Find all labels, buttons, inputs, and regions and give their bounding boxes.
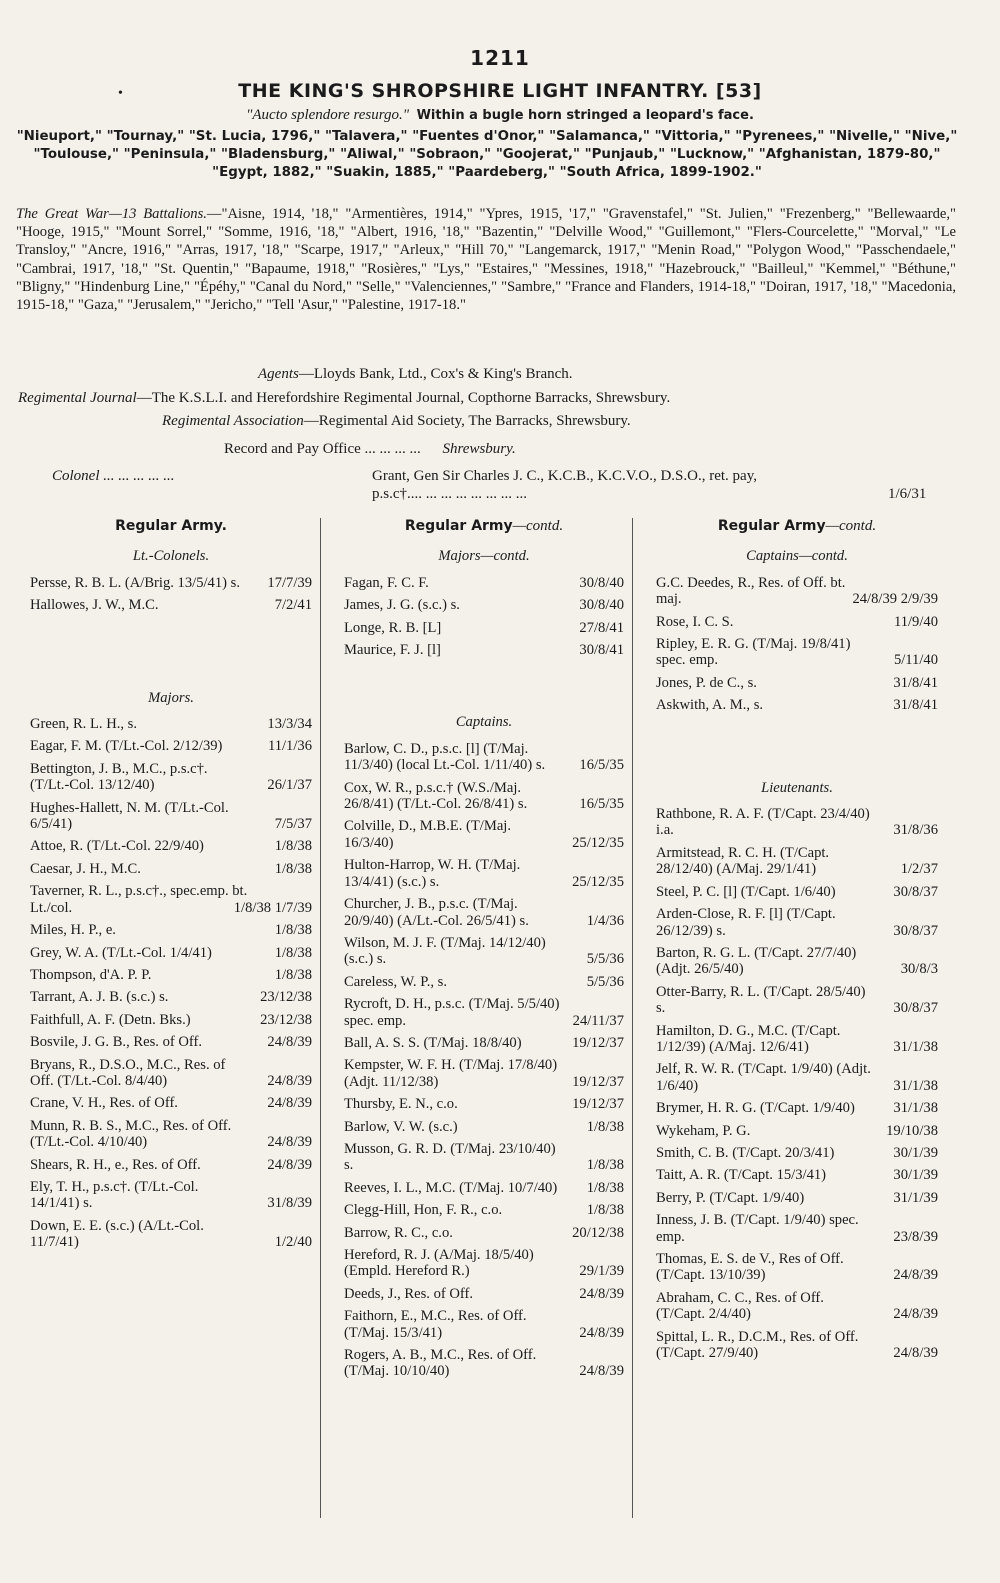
- column-heading: Regular Army—contd.: [404, 518, 564, 534]
- page-number: 1211: [470, 46, 530, 70]
- officer-text: Munn, R. B. S., M.C., Res. of Off. (T/Lt.-Col. 4/10/40): [30, 1117, 232, 1151]
- seniority-date: 1/8/38 1/7/39: [233, 899, 312, 916]
- officer-text: Otter-Barry, R. L. (T/Capt. 28/5/40) s.: [656, 983, 866, 1017]
- record-office-label: Record and Pay Office ... ... ... ...: [224, 441, 421, 457]
- officer-entry: [344, 818, 624, 851]
- officer-entry: [30, 1179, 312, 1212]
- officer-entry: [656, 1290, 938, 1323]
- officer-text: Inness, J. B. (T/Capt. 1/9/40) spec. emp.: [656, 1212, 859, 1245]
- officer-entry: [30, 761, 312, 794]
- officer-text: Armitstead, R. C. H. (T/Capt. 28/12/40) (A/Maj. 29/1/41): [656, 844, 830, 878]
- column-heading: Regular Army—contd.: [717, 518, 877, 534]
- officer-entry: [656, 1190, 938, 1206]
- officer-entry: [344, 935, 624, 968]
- officer-text: Barlow, C. D., p.s.c. [l] (T/Maj. 11/3/40) (local Lt.-Col. 1/11/40) s.: [344, 740, 546, 774]
- officer-entry: [30, 597, 312, 613]
- association-label: Regimental Association: [162, 413, 304, 429]
- seniority-date: 24/8/39: [579, 1363, 624, 1380]
- officer-entry: [656, 884, 938, 900]
- officer-text: James, J. G. (s.c.) s.: [344, 597, 460, 614]
- officer-text: Green, R. L. H., s.: [30, 716, 138, 733]
- officer-text: Attoe, R. (T/Lt.-Col. 22/9/40): [30, 838, 204, 855]
- officer-text: Ely, T. H., p.s.c†. (T/Lt.-Col. 14/1/41) s.: [30, 1178, 199, 1212]
- colonel-name: Grant, Gen Sir Charles J. C., K.C.B., K.C.V.O., D.S.O., ret. pay,: [372, 468, 757, 484]
- officer-entry: [344, 896, 624, 929]
- officer-text: Jones, P. de C., s.: [656, 674, 757, 691]
- seniority-date: 30/1/39: [893, 1167, 938, 1184]
- officer-text: Jelf, R. W. R. (T/Capt. 1/9/40) (Adjt. 1/6/40): [656, 1061, 871, 1094]
- officer-text: Longe, R. B. [L]: [344, 619, 442, 636]
- seniority-date: 30/8/40: [579, 574, 624, 591]
- seniority-date: 16/5/35: [579, 757, 624, 774]
- officer-entry: [30, 800, 312, 833]
- seniority-date: 24/8/39: [893, 1267, 938, 1284]
- page-title: THE KING'S SHROPSHIRE LIGHT INFANTRY. [53]: [238, 80, 762, 102]
- seniority-date: 30/8/41: [579, 642, 624, 659]
- motto-latin: "Aucto splendore resurgo.": [246, 107, 410, 123]
- officer-text: Colville, D., M.B.E. (T/Maj. 16/3/40): [344, 818, 512, 851]
- officer-entry: [344, 575, 624, 591]
- officer-entry: [30, 575, 312, 591]
- section-title: Lieutenants.: [761, 779, 833, 796]
- record-office-line: [224, 441, 516, 458]
- seniority-date: 24/8/39 2/9/39: [852, 591, 938, 608]
- officer-text: Berry, P. (T/Capt. 1/9/40): [656, 1189, 805, 1206]
- officer-entry: [656, 697, 938, 713]
- officer-text: Churcher, J. B., p.s.c. (T/Maj. 20/9/40) (A/Lt.-Col. 26/5/41) s.: [344, 896, 529, 929]
- great-war-label: The Great War—13 Battalions.: [16, 206, 207, 222]
- seniority-date: 19/10/38: [886, 1122, 938, 1139]
- seniority-date: 1/8/38: [274, 838, 312, 855]
- officer-entry: [344, 780, 624, 813]
- officer-entry: [344, 996, 624, 1029]
- seniority-date: 16/5/35: [579, 796, 624, 813]
- seniority-date: 1/2/37: [900, 861, 938, 878]
- officer-text: Wilson, M. J. F. (T/Maj. 14/12/40) (s.c.) s.: [344, 934, 546, 968]
- officer-entry: [30, 838, 312, 854]
- section-title: Majors—contd.: [438, 548, 530, 565]
- officer-text: Thomas, E. S. de V., Res of Off. (T/Capt. 13/10/39): [656, 1251, 844, 1284]
- seniority-date: 31/8/41: [893, 674, 938, 691]
- officer-entry: [344, 620, 624, 636]
- seniority-date: 29/1/39: [579, 1263, 624, 1280]
- officer-text: Taverner, R. L., p.s.c†., spec.emp. bt. Lt./col.: [30, 883, 248, 916]
- officer-entry: [656, 1251, 938, 1284]
- officer-text: Hereford, R. J. (A/Maj. 18/5/40) (Empld. Hereford R.): [344, 1247, 534, 1280]
- officer-entry: [656, 614, 938, 630]
- seniority-date: 1/4/36: [586, 912, 624, 929]
- seniority-date: 19/12/37: [572, 1096, 624, 1113]
- seniority-date: 30/1/39: [893, 1144, 938, 1161]
- seniority-date: 19/12/37: [572, 1034, 624, 1051]
- officer-text: Hamilton, D. G., M.C. (T/Capt. 1/12/39) (A/Maj. 12/6/41): [656, 1022, 841, 1055]
- seniority-date: 11/9/40: [893, 613, 938, 630]
- officer-text: Musson, G. R. D. (T/Maj. 23/10/40) s.: [344, 1140, 556, 1174]
- seniority-date: 31/1/38: [893, 1100, 938, 1117]
- seniority-date: 31/8/39: [267, 1195, 312, 1212]
- great-war-text: —"Aisne, 1914, '18," "Armentières, 1914," "Ypres, 1915, '17," "Gravenstafel," "St. Julien," "Frezenberg," "Bellewaarde," "Hooge, 1915," "Mount Sorrel," "Somme, 1916, '18," "Albert, 1916, '18," "Bazentin," "Delville Wood," "Guillemont," "Flers-Courcelette," "Morval," "Le Transloy," "Ancre, 1916," "Arras, 1917, '18," "Scarpe, 1917," "Arleux," "Hill 70," "Langemarck, 1917," "Menin Road," "Polygon Wood," "Passchendaele," "Cambrai, 1917, '18," "St. Quentin," "Bapaume, 1918," "Rosières," "Lys," "Estaires," "Messines, 1918," "Hazebrouck," "Bailleul," "Kemmel," "Béthune," "Bligny," "Hindenburg Line," "Épéhy," "Canal du Nord," "Selle," "Valenciennes," "Sambre," "France and Flanders, 1914-18," "Doiran, 1917, '18," "Macedonia, 1915-18," "Gaza," "Jerusalem," "Jericho," "Tell 'Asur," "Palestine, 1917-18.": [16, 206, 956, 314]
- seniority-date: 24/8/39: [267, 1095, 312, 1112]
- officer-entry: [30, 861, 312, 877]
- seniority-date: 24/8/39: [893, 1345, 938, 1362]
- officer-entry: [30, 1118, 312, 1151]
- officer-entry: [30, 716, 312, 732]
- officer-text: Deeds, J., Res. of Off.: [344, 1285, 474, 1302]
- officer-entry: [656, 984, 938, 1017]
- officer-text: Ripley, E. R. G. (T/Maj. 19/8/41) spec. emp.: [656, 636, 851, 669]
- officer-entry: [656, 575, 938, 608]
- record-office-place: Shrewsbury.: [442, 441, 516, 457]
- officer-entry: [656, 675, 938, 691]
- officer-entry: [30, 1157, 312, 1173]
- seniority-date: 1/8/38: [274, 860, 312, 877]
- officer-text: Down, E. E. (s.c.) (A/Lt.-Col. 11/7/41): [30, 1217, 204, 1251]
- seniority-date: 26/1/37: [267, 777, 312, 794]
- seniority-date: 31/8/36: [893, 822, 938, 839]
- officer-entry: [30, 1218, 312, 1251]
- officer-entry: [656, 1023, 938, 1056]
- officer-text: Fagan, F. C. F.: [344, 574, 429, 591]
- seniority-date: 24/8/39: [267, 1034, 312, 1051]
- column-3: [656, 518, 938, 1367]
- column-heading: Regular Army.: [115, 518, 227, 534]
- seniority-date: 7/2/41: [274, 597, 312, 614]
- seniority-date: 27/8/41: [579, 619, 624, 636]
- seniority-date: 5/5/36: [586, 973, 624, 990]
- officer-text: Bosvile, J. G. B., Res. of Off.: [30, 1034, 203, 1051]
- officer-text: Faithfull, A. F. (Detn. Bks.): [30, 1011, 191, 1028]
- officer-entry: [656, 806, 938, 839]
- officer-text: Grey, W. A. (T/Lt.-Col. 1/4/41): [30, 944, 212, 961]
- officer-entry: [344, 1286, 624, 1302]
- seniority-date: 31/1/38: [893, 1077, 938, 1094]
- seniority-date: 24/8/39: [579, 1324, 624, 1341]
- officer-entry: [656, 636, 938, 669]
- seniority-date: 31/8/41: [893, 697, 938, 714]
- officer-entry: [344, 1347, 624, 1380]
- officer-entry: [344, 1096, 624, 1112]
- seniority-date: 1/8/38: [274, 966, 312, 983]
- section-title: Majors.: [148, 689, 194, 706]
- column-2: [344, 518, 624, 1386]
- seniority-date: 25/12/35: [572, 873, 624, 890]
- officer-text: Faithorn, E., M.C., Res. of Off. (T/Maj. 15/3/41): [344, 1308, 527, 1341]
- column-divider-2: [632, 518, 633, 1518]
- officer-text: Spittal, L. R., D.C.M., Res. of Off. (T/Capt. 27/9/40): [656, 1328, 859, 1362]
- officer-entry: [656, 945, 938, 978]
- officer-entry: [30, 945, 312, 961]
- officer-text: Hallowes, J. W., M.C.: [30, 597, 159, 614]
- seniority-date: 30/8/37: [893, 883, 938, 900]
- seniority-date: 30/8/37: [893, 1000, 938, 1017]
- officer-entry: [344, 1247, 624, 1280]
- seniority-date: 30/8/37: [893, 922, 938, 939]
- officer-entry: [30, 738, 312, 754]
- officer-entry: [30, 1012, 312, 1028]
- officer-text: Brymer, H. R. G. (T/Capt. 1/9/40): [656, 1100, 855, 1117]
- officer-entry: [656, 1212, 938, 1245]
- officer-text: Thursby, E. N., c.o.: [344, 1096, 458, 1113]
- officer-entry: [344, 1035, 624, 1051]
- officer-entry: [344, 1180, 624, 1196]
- seniority-date: 17/7/39: [267, 574, 312, 591]
- margin-dot: •: [118, 86, 123, 101]
- seniority-date: 1/8/38: [274, 944, 312, 961]
- officer-entry: [656, 1167, 938, 1183]
- seniority-date: 1/8/38: [586, 1179, 624, 1196]
- officer-text: Cox, W. R., p.s.c.† (W.S./Maj. 26/8/41) (T/Lt.-Col. 26/8/41) s.: [344, 779, 528, 813]
- officer-entry: [30, 1095, 312, 1111]
- officer-text: Thompson, d'A. P. P.: [30, 966, 152, 983]
- seniority-date: 20/12/38: [572, 1224, 624, 1241]
- seniority-date: 19/12/37: [572, 1073, 624, 1090]
- officer-text: Clegg-Hill, Hon, F. R., c.o.: [344, 1202, 503, 1219]
- officer-text: Kempster, W. F. H. (T/Maj. 17/8/40) (Adjt. 11/12/38): [344, 1057, 558, 1090]
- officer-text: Abraham, C. C., Res. of Off. (T/Capt. 2/4/40): [656, 1289, 824, 1323]
- officer-entry: [656, 1061, 938, 1094]
- seniority-date: 24/8/39: [267, 1072, 312, 1089]
- officer-text: Caesar, J. H., M.C.: [30, 860, 141, 877]
- officer-entry: [30, 922, 312, 938]
- officer-text: Bryans, R., D.S.O., M.C., Res. of Off. (T/Lt.-Col. 8/4/40): [30, 1056, 226, 1089]
- seniority-date: 30/8/40: [579, 597, 624, 614]
- officer-entry: [344, 1202, 624, 1218]
- officer-entry: [30, 989, 312, 1005]
- journal-line: [18, 390, 670, 407]
- journal-label: Regimental Journal: [18, 390, 137, 406]
- seniority-date: 31/1/38: [893, 1038, 938, 1055]
- column-1: [30, 518, 312, 1257]
- officer-text: Barton, R. G. L. (T/Capt. 27/7/40) (Adjt. 26/5/40): [656, 944, 857, 978]
- seniority-date: 23/12/38: [260, 989, 312, 1006]
- great-war-honours: [16, 205, 956, 314]
- seniority-date: 24/8/39: [893, 1306, 938, 1323]
- seniority-date: 31/1/39: [893, 1189, 938, 1206]
- officer-entry: [344, 741, 624, 774]
- officer-entry: [30, 1034, 312, 1050]
- officer-text: Careless, W. P., s.: [344, 973, 447, 990]
- officer-text: Steel, P. C. [l] (T/Capt. 1/6/40): [656, 883, 836, 900]
- section-title: Captains.: [455, 714, 513, 731]
- colonel-date: 1/6/31: [888, 486, 927, 502]
- officer-text: Reeves, I. L., M.C. (T/Maj. 10/7/40): [344, 1179, 558, 1196]
- colonel-qual: p.s.c†.... ... ... ... ... ... ... ...: [372, 486, 527, 502]
- association-text: —Regimental Aid Society, The Barracks, Shrewsbury.: [303, 413, 631, 429]
- officer-entry: [656, 1145, 938, 1161]
- officer-entry: [656, 1100, 938, 1116]
- seniority-date: 1/8/38: [586, 1118, 624, 1135]
- officer-text: Ball, A. S. S. (T/Maj. 18/8/40): [344, 1034, 522, 1051]
- officer-text: Persse, R. B. L. (A/Brig. 13/5/41) s.: [30, 574, 240, 591]
- officer-text: Miles, H. P., e.: [30, 922, 116, 939]
- officer-entry: [30, 1057, 312, 1090]
- motto: [0, 107, 1000, 124]
- seniority-date: 1/2/40: [274, 1234, 312, 1251]
- officer-text: Crane, V. H., Res. of Off.: [30, 1095, 178, 1112]
- officer-entry: [656, 845, 938, 878]
- column-divider-1: [320, 518, 321, 1518]
- seniority-date: 23/8/39: [893, 1228, 938, 1245]
- officer-entry: [344, 1057, 624, 1090]
- section-title: Lt.-Colonels.: [132, 548, 210, 565]
- seniority-date: 25/12/35: [572, 834, 624, 851]
- officer-entry: [344, 974, 624, 990]
- officer-text: Eagar, F. M. (T/Lt.-Col. 2/12/39): [30, 738, 223, 755]
- officer-entry: [344, 597, 624, 613]
- seniority-date: 7/5/37: [274, 816, 312, 833]
- seniority-date: 24/8/39: [579, 1285, 624, 1302]
- officer-text: Barlow, V. W. (s.c.): [344, 1118, 458, 1135]
- officer-text: Rycroft, D. H., p.s.c. (T/Maj. 5/5/40) spec. emp.: [344, 996, 560, 1029]
- seniority-date: 24/8/39: [267, 1156, 312, 1173]
- officer-text: Tarrant, A. J. B. (s.c.) s.: [30, 989, 169, 1006]
- colonel-label: Colonel ... ... ... ... ...: [52, 468, 175, 484]
- officer-text: Bettington, J. B., M.C., p.s.c†. (T/Lt.-Col. 13/12/40): [30, 760, 208, 794]
- officer-text: Rose, I. C. S.: [656, 613, 734, 630]
- officer-text: Maurice, F. J. [l]: [344, 642, 441, 659]
- officer-text: Smith, C. B. (T/Capt. 20/3/41): [656, 1144, 835, 1161]
- officer-entry: [344, 857, 624, 890]
- officer-text: Wykeham, P. G.: [656, 1122, 751, 1139]
- agents-line: [258, 366, 573, 383]
- officer-entry: [30, 883, 312, 916]
- journal-text: —The K.S.L.I. and Herefordshire Regimental Journal, Copthorne Barracks, Shrewsbury.: [136, 390, 671, 406]
- association-line: [162, 413, 631, 430]
- officer-text: Taitt, A. R. (T/Capt. 15/3/41): [656, 1167, 827, 1184]
- seniority-date: 1/8/38: [274, 922, 312, 939]
- officer-text: Barrow, R. C., c.o.: [344, 1224, 453, 1241]
- seniority-date: 11/1/36: [267, 738, 312, 755]
- officer-entry: [344, 1308, 624, 1341]
- seniority-date: 5/11/40: [893, 652, 938, 669]
- officer-entry: [656, 1329, 938, 1362]
- officer-entry: [30, 967, 312, 983]
- officer-text: Rogers, A. B., M.C., Res. of Off. (T/Maj. 10/10/40): [344, 1347, 537, 1380]
- battle-honours: "Nieuport," "Tournay," "St. Lucia, 1796," "Talavera," "Fuentes d'Onor," "Salamanca," "Vittoria," "Pyrenees," "Nivelle," "Nive," "Toulouse," "Peninsula," "Bladensburg," "Aliwal," "Sobraon," "Goojerat," "Punjaub," "Lucknow," "Afghanistan, 1879-80," "Egypt, 1882," "Suakin, 1885," "Paardeberg," "South Africa, 1899-1902.": [16, 129, 958, 180]
- officer-entry: [344, 1225, 624, 1241]
- seniority-date: 13/3/34: [267, 716, 312, 733]
- seniority-date: 24/11/37: [572, 1012, 624, 1029]
- agents-text: —Lloyds Bank, Ltd., Cox's & King's Branch.: [298, 366, 573, 382]
- officer-entry: [344, 642, 624, 658]
- seniority-date: 1/8/38: [586, 1157, 624, 1174]
- officer-text: Shears, R. H., e., Res. of Off.: [30, 1156, 201, 1173]
- section-title: Captains—contd.: [746, 548, 848, 565]
- officer-entry: [344, 1141, 624, 1174]
- officer-text: Arden-Close, R. F. [l] (T/Capt. 26/12/39) s.: [656, 906, 836, 939]
- seniority-date: 24/8/39: [267, 1134, 312, 1151]
- officer-entry: [656, 906, 938, 939]
- motto-badge: Within a bugle horn stringed a leopard's face.: [416, 108, 754, 123]
- seniority-date: 23/12/38: [260, 1011, 312, 1028]
- officer-text: G.C. Deedes, R., Res. of Off. bt. maj.: [656, 574, 846, 608]
- seniority-date: 1/8/38: [586, 1202, 624, 1219]
- officer-entry: [656, 1123, 938, 1139]
- agents-label: Agents: [258, 366, 299, 382]
- officer-entry: [344, 1119, 624, 1135]
- officer-text: Rathbone, R. A. F. (T/Capt. 23/4/40) i.a.: [656, 806, 870, 839]
- officer-text: Askwith, A. M., s.: [656, 697, 764, 714]
- seniority-date: 5/5/36: [586, 951, 624, 968]
- seniority-date: 30/8/3: [900, 961, 938, 978]
- officer-text: Hughes-Hallett, N. M. (T/Lt.-Col. 6/5/41): [30, 799, 229, 833]
- officer-text: Hulton-Harrop, W. H. (T/Maj. 13/4/41) (s.c.) s.: [344, 857, 521, 890]
